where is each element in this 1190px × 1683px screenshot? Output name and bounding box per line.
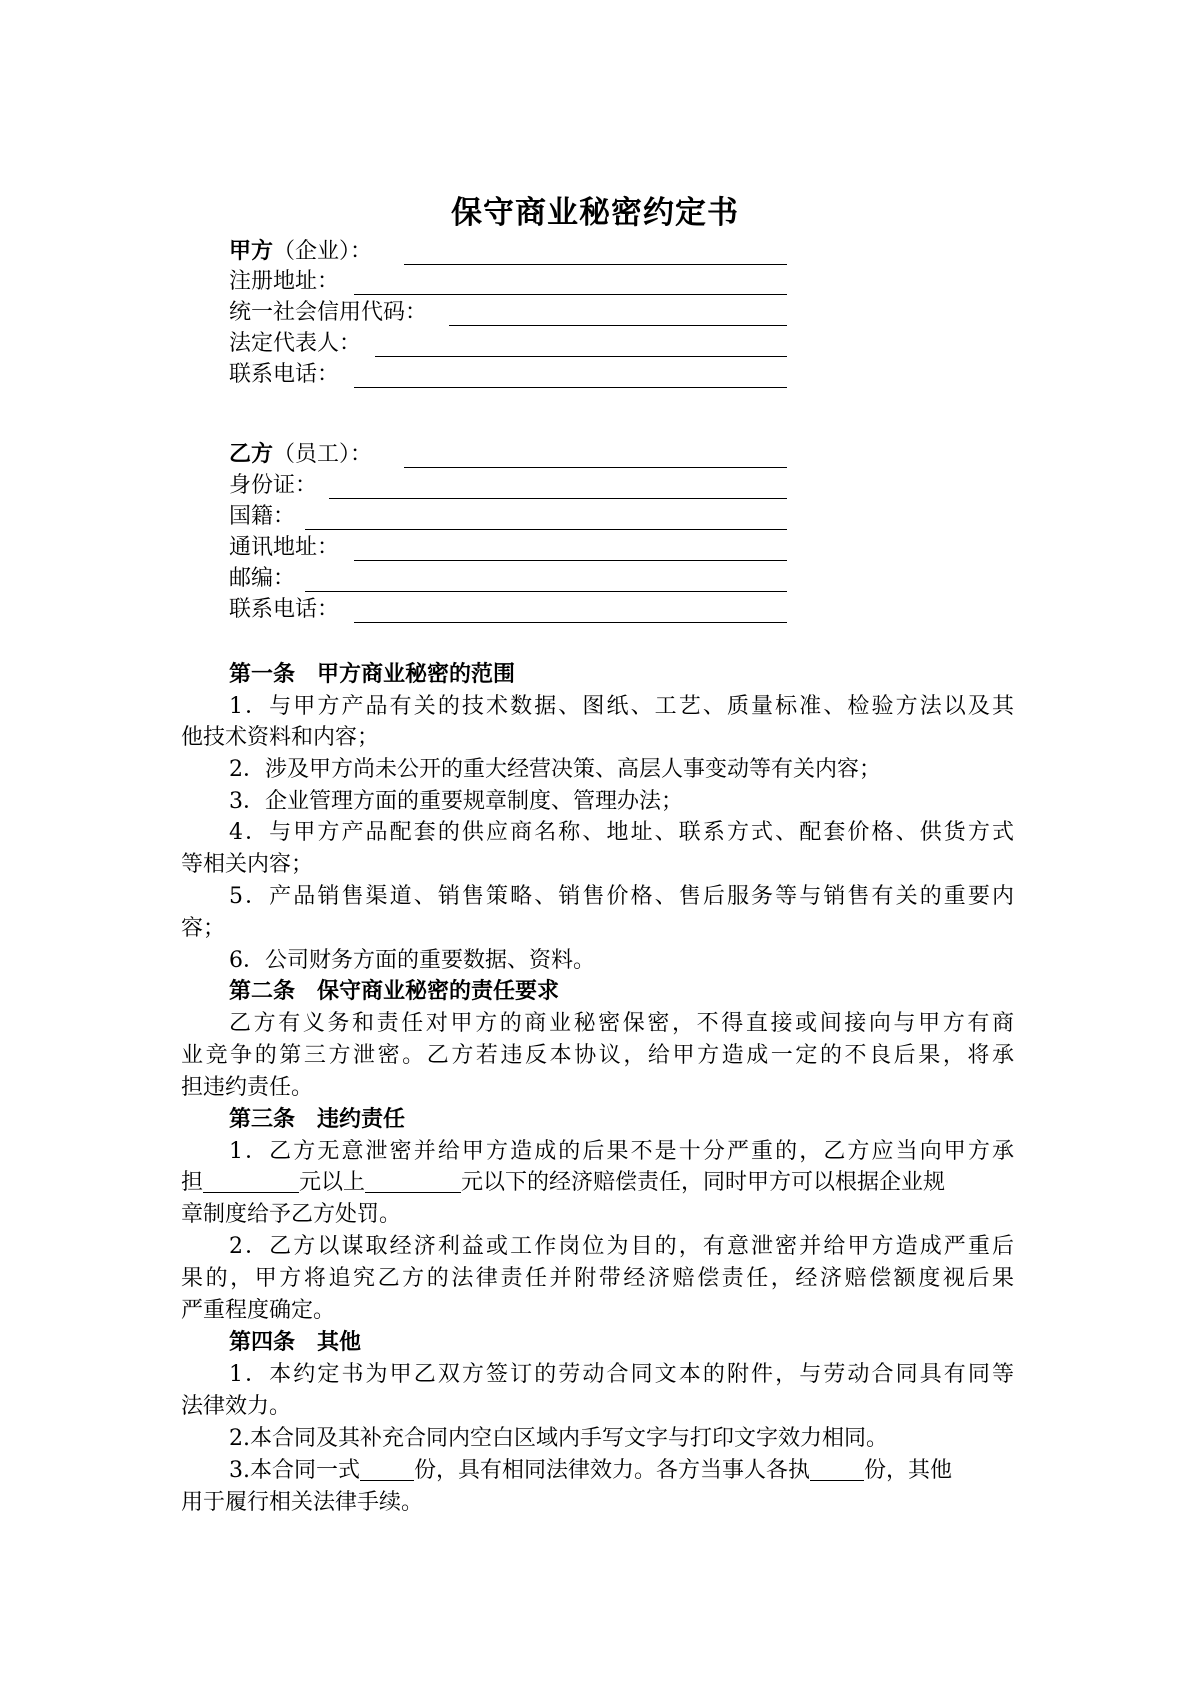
article-3-line: 果的，甲方将追究乙方的法律责任并附带经济赔偿责任，经济赔偿额度视后果 [181, 1266, 1014, 1291]
article-4-title: 其他 [317, 1330, 362, 1355]
id-card-blank[interactable] [329, 498, 787, 499]
article-1-number: 第一条 [229, 662, 296, 687]
article-4-line: 2.本合同及其补充合同内空白区域内手写文字与打印文字效力相同。 [229, 1426, 888, 1451]
credit-code-blank[interactable] [449, 325, 787, 326]
article-2-line: 担违约责任。 [181, 1075, 314, 1100]
article-3-line [181, 1167, 945, 1198]
legal-rep-field [229, 329, 787, 359]
article-1-line: 6．公司财务方面的重要数据、资料。 [229, 948, 595, 973]
registered-address-blank[interactable] [354, 294, 787, 295]
nationality-field [229, 502, 787, 532]
article-3-text: 元以上 [299, 1170, 366, 1195]
article-4-line [229, 1455, 952, 1486]
article-1-line: 他技术资料和内容； [181, 725, 380, 750]
mailing-address-label: 通讯地址： [229, 535, 340, 560]
article-3-line: 章制度给予乙方处罚。 [181, 1202, 402, 1227]
party-b-field [229, 440, 787, 470]
mailing-address-field [229, 533, 787, 563]
party-b-phone-label: 联系电话： [229, 597, 340, 622]
article-1-line: 5．产品销售渠道、销售策略、销售价格、售后服务等与销售有关的重要内 [229, 884, 1014, 909]
copies-each-blank[interactable] [810, 1458, 864, 1481]
article-2-line: 乙方有义务和责任对甲方的商业秘密保密，不得直接或间接向与甲方有商 [229, 1011, 1014, 1036]
article-1-title: 甲方商业秘密的范围 [317, 662, 516, 687]
copies-total-blank[interactable] [360, 1458, 414, 1481]
article-3-line: 2．乙方以谋取经济利益或工作岗位为目的，有意泄密并给甲方造成严重后 [229, 1234, 1014, 1259]
party-b-label: 乙方 [229, 442, 274, 467]
credit-code-label: 统一社会信用代码： [229, 300, 428, 325]
mailing-address-blank[interactable] [354, 560, 787, 561]
party-b-phone-blank[interactable] [354, 622, 787, 623]
party-b-phone-field [229, 595, 787, 625]
credit-code-field [229, 298, 787, 328]
nationality-blank[interactable] [305, 529, 787, 530]
registered-address-field [229, 267, 787, 297]
article-3-title: 违约责任 [317, 1107, 406, 1132]
party-b-label-suffix: （员工）： [273, 442, 373, 467]
article-2-number: 第二条 [229, 979, 296, 1004]
article-1-heading [229, 659, 515, 690]
article-3-heading [229, 1104, 405, 1135]
party-a-phone-field [229, 360, 787, 390]
article-3-line: 严重程度确定。 [181, 1298, 336, 1323]
article-4-text: 份，具有相同法律效力。各方当事人各执 [414, 1458, 811, 1483]
article-3-number: 第三条 [229, 1107, 296, 1132]
article-3-text: 元以下的经济赔偿责任，同时甲方可以根据企业规 [461, 1170, 946, 1195]
article-4-text: 3.本合同一式 [229, 1458, 360, 1483]
postcode-field [229, 564, 787, 594]
article-3-line: 1．乙方无意泄密并给甲方造成的后果不是十分严重的，乙方应当向甲方承 [229, 1139, 1014, 1164]
legal-rep-label: 法定代表人： [229, 331, 362, 356]
legal-rep-blank[interactable] [375, 356, 787, 357]
article-4-heading [229, 1327, 361, 1358]
id-card-label: 身份证： [229, 473, 318, 498]
party-a-name-blank[interactable] [404, 264, 787, 265]
article-4-number: 第四条 [229, 1330, 296, 1355]
article-2-title: 保守商业秘密的责任要求 [317, 979, 560, 1004]
id-card-field [229, 471, 787, 501]
postcode-label: 邮编： [229, 566, 296, 591]
registered-address-label: 注册地址： [229, 269, 340, 294]
party-a-label-suffix: （企业）： [273, 239, 373, 264]
postcode-blank[interactable] [305, 591, 787, 592]
article-1-line: 3．企业管理方面的重要规章制度、管理办法； [229, 789, 683, 814]
compensation-max-blank[interactable] [365, 1170, 461, 1193]
article-4-text: 份，其他 [864, 1458, 953, 1483]
article-1-line: 4．与甲方产品配套的供应商名称、地址、联系方式、配套价格、供货方式 [229, 820, 1014, 845]
party-a-label: 甲方 [229, 239, 274, 264]
article-1-line: 1．与甲方产品有关的技术数据、图纸、工艺、质量标准、检验方法以及其 [229, 694, 1014, 719]
article-2-heading [229, 976, 559, 1007]
article-3-text: 担 [181, 1170, 204, 1195]
document-title: 保守商业秘密约定书 [451, 195, 739, 231]
party-a-phone-blank[interactable] [354, 387, 787, 388]
article-1-line: 2．涉及甲方尚未公开的重大经营决策、高层人事变动等有关内容； [229, 757, 881, 782]
nationality-label: 国籍： [229, 504, 296, 529]
article-4-line: 1．本约定书为甲乙双方签订的劳动合同文本的附件，与劳动合同具有同等 [229, 1362, 1014, 1387]
party-a-phone-label: 联系电话： [229, 362, 340, 387]
article-2-line: 业竞争的第三方泄密。乙方若违反本协议，给甲方造成一定的不良后果，将承 [181, 1043, 1014, 1068]
party-a-field [229, 237, 787, 267]
party-b-name-blank[interactable] [404, 467, 787, 468]
article-4-line: 用于履行相关法律手续。 [181, 1490, 424, 1515]
compensation-min-blank[interactable] [203, 1170, 299, 1193]
article-1-line: 等相关内容； [181, 852, 314, 877]
article-1-line: 容； [181, 916, 226, 941]
article-4-line: 法律效力。 [181, 1394, 292, 1419]
